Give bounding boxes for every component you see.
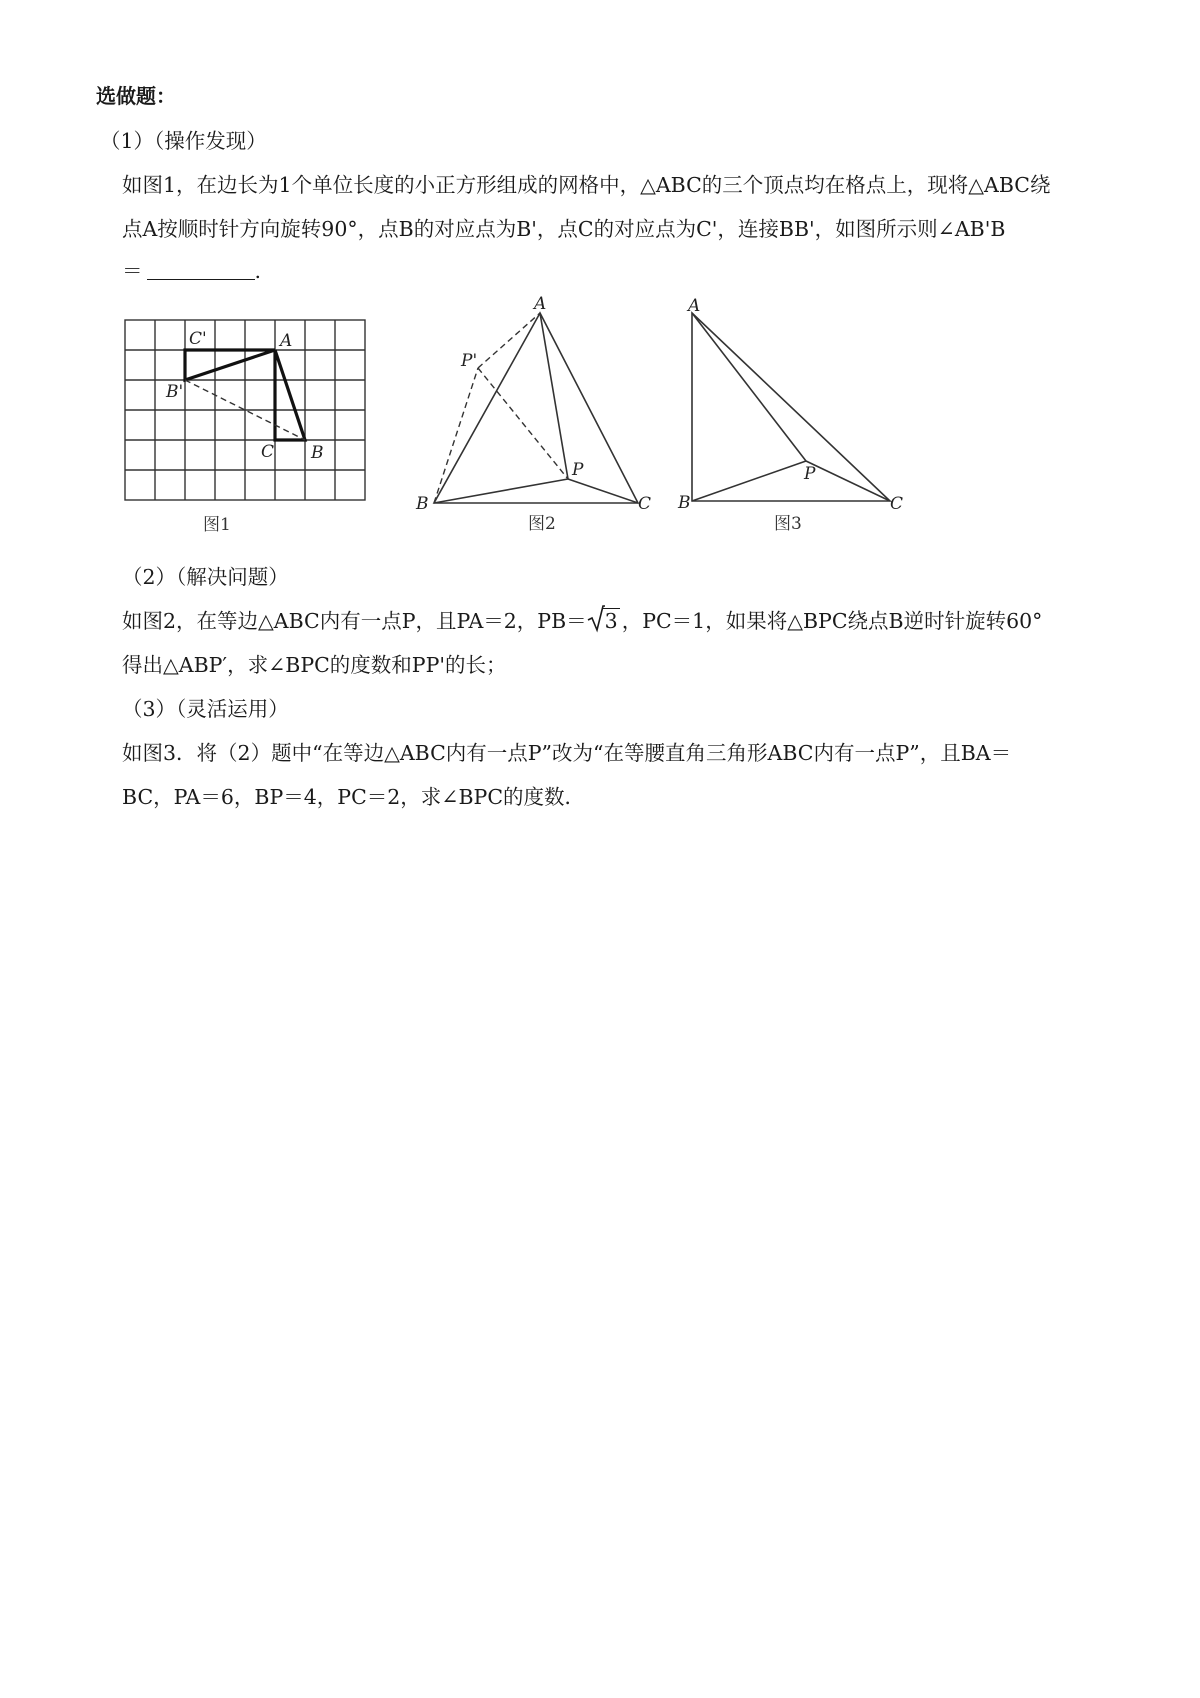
label-b: B xyxy=(678,493,691,513)
figure-1 xyxy=(118,310,378,540)
label-c: C xyxy=(638,494,652,514)
part1-line2: 点A按顺时针方向旋转90°，点B的对应点为B'，点C的对应点为C'，连接BB'，如图所示则∠AB'B xyxy=(122,217,1006,241)
label-b-prime: B' xyxy=(166,382,184,402)
label-c: C xyxy=(261,442,275,462)
part2-line1-a: 如图2，在等边△ABC内有一点P，且PA＝2，PB＝ xyxy=(122,609,587,633)
radical-sign-icon xyxy=(587,605,605,633)
triangle-abc xyxy=(692,313,890,501)
triangle-ab-prime-c-prime xyxy=(185,350,275,380)
part2-label: （2）（解决问题） xyxy=(122,565,289,589)
label-a: A xyxy=(688,296,701,316)
part2-line2: 得出△ABP′，求∠BPC的度数和PP'的长； xyxy=(122,653,507,677)
figure-2 xyxy=(410,295,670,540)
label-a: A xyxy=(280,331,293,351)
label-c: C xyxy=(890,494,904,514)
part3-line2: BC，PA＝6，BP＝4，PC＝2，求∠BPC的度数． xyxy=(122,785,586,809)
label-b: B xyxy=(311,443,324,463)
caption-figure-1: 图1 xyxy=(203,515,231,535)
sqrt-value: 3 xyxy=(604,609,618,633)
segments-p xyxy=(434,313,638,503)
part1-line3 xyxy=(122,254,261,284)
figure-3 xyxy=(672,295,922,540)
sqrt-symbol xyxy=(587,609,620,633)
part1-line1: 如图1，在边长为1个单位长度的小正方形组成的网格中，△ABC的三个顶点均在格点上，现将△ABC绕 xyxy=(122,173,1051,197)
equals-sign: ＝ xyxy=(122,259,143,283)
label-p-prime: P' xyxy=(461,351,478,371)
period: . xyxy=(254,259,262,283)
triangle-abc xyxy=(434,313,638,503)
answer-blank[interactable] xyxy=(147,261,255,280)
section-title: 选做题： xyxy=(96,84,176,108)
triangle-abp-prime xyxy=(434,313,568,503)
label-a: A xyxy=(534,295,547,314)
part2-line1 xyxy=(122,604,1042,634)
label-c-prime: C' xyxy=(189,329,207,349)
part3-label: （3）（灵活运用） xyxy=(122,697,289,721)
caption-figure-3: 图3 xyxy=(774,514,802,534)
label-p: P xyxy=(572,460,584,480)
caption-figure-2: 图2 xyxy=(528,514,556,534)
label-p: P xyxy=(804,464,816,484)
part1-label: （1）（操作发现） xyxy=(100,129,267,153)
label-b: B xyxy=(416,494,429,514)
part2-line1-b: ，PC＝1，如果将△BPC绕点B逆时针旋转60° xyxy=(621,609,1043,633)
grid xyxy=(125,320,365,500)
part3-line1: 如图3．将（2）题中“在等边△ABC内有一点P”改为“在等腰直角三角形ABC内有一点P”，且BA＝ xyxy=(122,741,1012,765)
